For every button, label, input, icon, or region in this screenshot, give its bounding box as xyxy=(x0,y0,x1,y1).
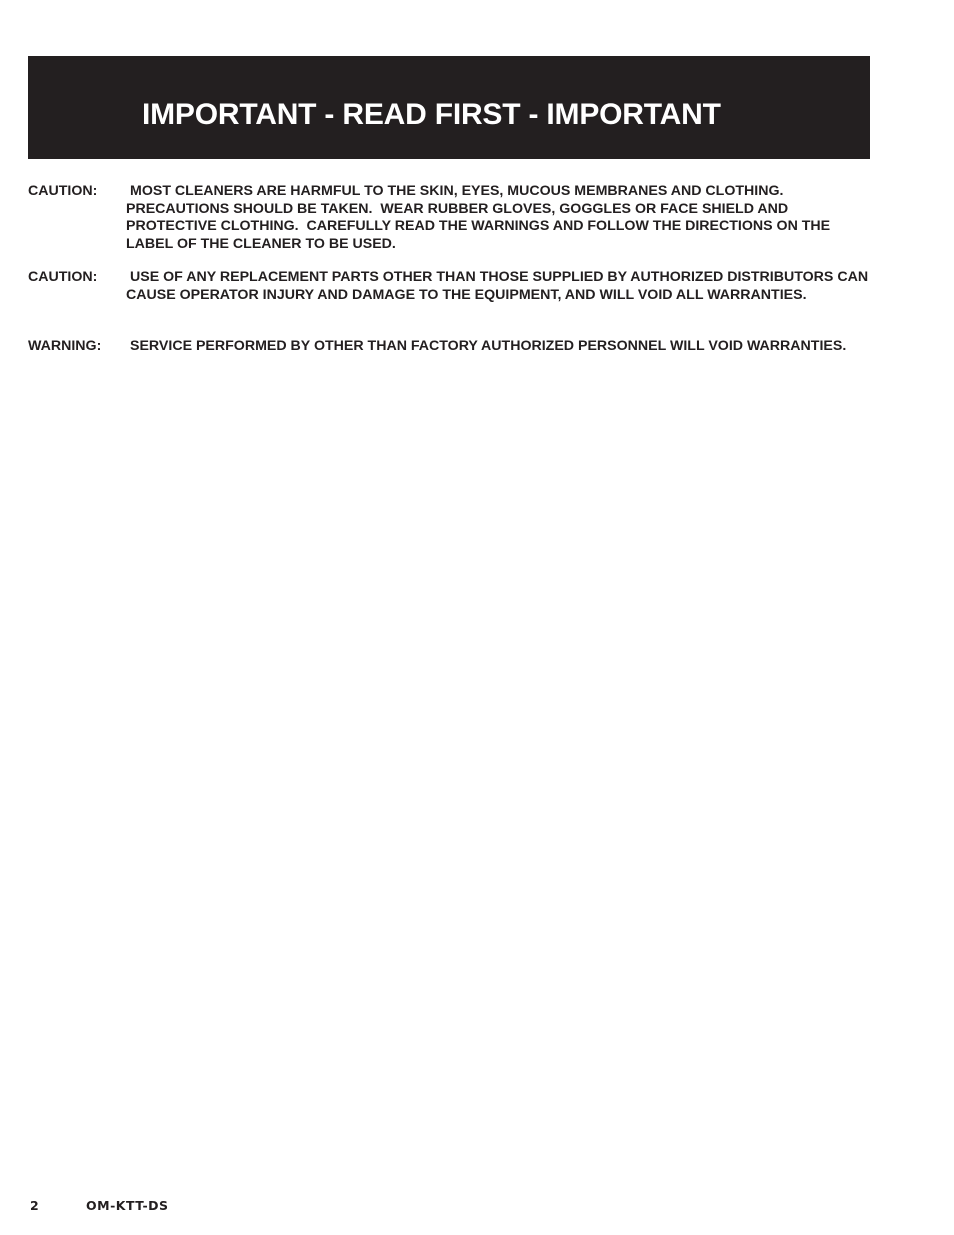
warning-notice-service xyxy=(28,338,878,356)
document-code: OM-KTT-DS xyxy=(86,1198,169,1213)
page-title: IMPORTANT - READ FIRST - IMPORTANT xyxy=(142,98,721,131)
header-banner xyxy=(28,56,870,159)
notice-label: WARNING: xyxy=(28,338,102,354)
notice-text: USE OF ANY REPLACEMENT PARTS OTHER THAN THOSE SUPPLIED BY AUTHORIZED DISTRIBUTORS CAN CAUSE OPERATOR INJURY AND DAMAGE TO THE EQUIPMENT, AND WILL VOID ALL WARRANTIES. xyxy=(126,269,873,303)
notice-label: CAUTION: xyxy=(28,269,98,285)
caution-notice-cleaners xyxy=(28,183,878,253)
notice-label: CAUTION: xyxy=(28,183,98,199)
notice-text: MOST CLEANERS ARE HARMFUL TO THE SKIN, EYES, MUCOUS MEMBRANES AND CLOTHING. PRECAUTIONS SHOULD BE TAKEN. WEAR RUBBER GLOVES, GOGGLES OR FACE SHIELD AND PROTECTIVE CLOTHING. CAREFULLY READ THE WARNINGS AND FOLLOW THE DIRECTIONS ON THE LABEL OF THE CLEANER TO BE USED. xyxy=(126,183,835,252)
notice-text: SERVICE PERFORMED BY OTHER THAN FACTORY AUTHORIZED PERSONNEL WILL VOID WARRANTIES. xyxy=(130,338,847,354)
page-number: 2 xyxy=(30,1198,40,1213)
caution-notice-parts xyxy=(28,269,878,304)
